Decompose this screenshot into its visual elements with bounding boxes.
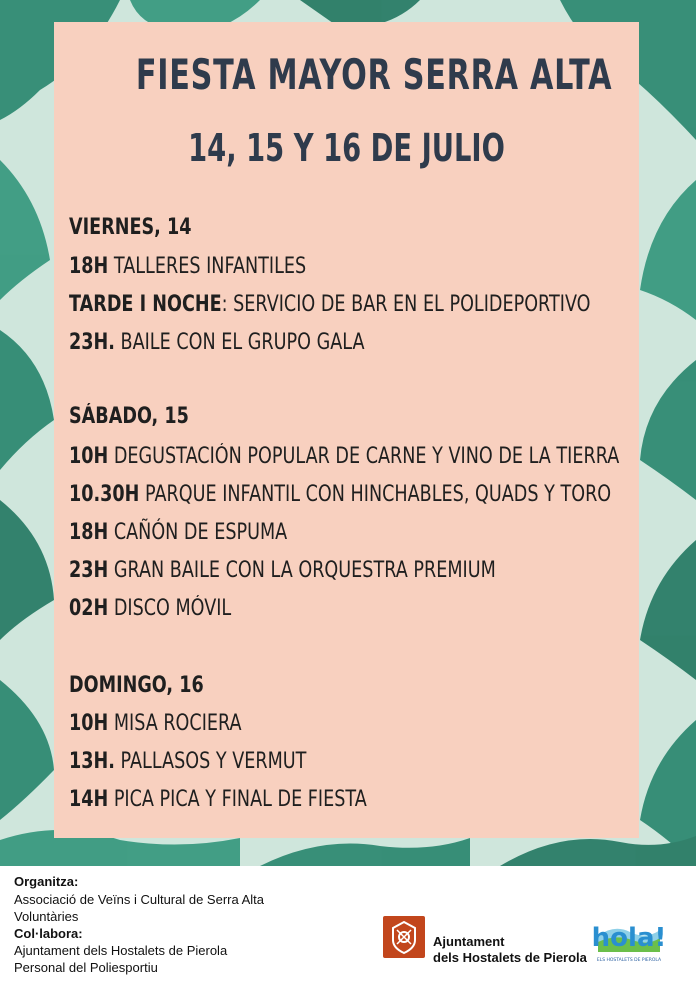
day-heading-saturday: SÁBADO, 15	[69, 404, 189, 429]
event-text: DEGUSTACIÓN POPULAR DE CARNE Y VINO DE LA TIERRA	[108, 444, 620, 469]
schedule-item	[69, 787, 367, 812]
ajuntament-crest-logo	[383, 916, 425, 958]
schedule-item	[69, 711, 242, 736]
hola-logo-text: hola!	[591, 923, 667, 953]
schedule-item	[69, 444, 619, 469]
schedule-item	[69, 330, 365, 355]
event-text: CAÑÓN DE ESPUMA	[108, 520, 288, 545]
event-text: GRAN BAILE CON LA ORQUESTRA PREMIUM	[108, 558, 496, 583]
collabora-label: Col·labora:	[14, 926, 83, 941]
event-time: 10H	[69, 444, 109, 469]
collabora-line: Ajuntament dels Hostalets de Pierola	[14, 943, 228, 958]
event-time: 23H.	[69, 330, 115, 355]
event-time: 02H	[69, 596, 109, 621]
ajuntament-logo-text	[433, 934, 587, 966]
credits-footer	[0, 866, 696, 984]
event-time: 14H	[69, 787, 109, 812]
schedule-item	[69, 482, 611, 507]
ajuntament-line: dels Hostalets de Pierola	[433, 950, 587, 965]
schedule-item	[69, 254, 306, 279]
event-time: 10H	[69, 711, 109, 736]
event-text: PICA PICA Y FINAL DE FIESTA	[108, 787, 367, 812]
event-text: MISA ROCIERA	[108, 711, 242, 736]
event-time: 18H	[69, 520, 109, 545]
day-heading-sunday: DOMINGO, 16	[69, 673, 204, 698]
day-heading-friday: VIERNES, 14	[69, 215, 192, 240]
organitza-line: Associació de Veïns i Cultural de Serra Alta	[14, 892, 265, 907]
organitza-line: Voluntàries	[14, 909, 79, 924]
schedule-item	[69, 596, 231, 621]
event-time: 23H	[69, 558, 109, 583]
ajuntament-line: Ajuntament	[433, 934, 505, 949]
event-text: : SERVICIO DE BAR EN EL POLIDEPORTIVO	[221, 292, 591, 317]
schedule-item	[69, 520, 287, 545]
schedule-item	[69, 749, 306, 774]
event-time: 18H	[69, 254, 109, 279]
schedule-item	[69, 292, 591, 317]
hola-logo-caption: ELS HOSTALETS DE PIEROLA	[596, 958, 662, 963]
collabora-line: Personal del Poliesportiu	[14, 960, 158, 975]
event-text: PALLASOS Y VERMUT	[114, 749, 307, 774]
crest-icon	[383, 916, 425, 958]
event-dates: 14, 15 Y 16 DE JULIO	[188, 126, 505, 170]
event-text: TALLERES INFANTILES	[108, 254, 307, 279]
event-text: PARQUE INFANTIL CON HINCHABLES, QUADS Y TORO	[139, 482, 612, 507]
event-time: TARDE I NOCHE	[69, 292, 222, 317]
event-time: 10.30H	[69, 482, 140, 507]
program-panel	[54, 22, 639, 838]
event-text: DISCO MÓVIL	[108, 596, 232, 621]
hola-hostalets-logo	[591, 906, 667, 966]
event-title: FIESTA MAYOR SERRA ALTA	[135, 50, 613, 99]
event-time: 13H.	[69, 749, 115, 774]
event-text: BAILE CON EL GRUPO GALA	[114, 330, 365, 355]
schedule-item	[69, 558, 496, 583]
organitza-label: Organitza:	[14, 874, 79, 889]
